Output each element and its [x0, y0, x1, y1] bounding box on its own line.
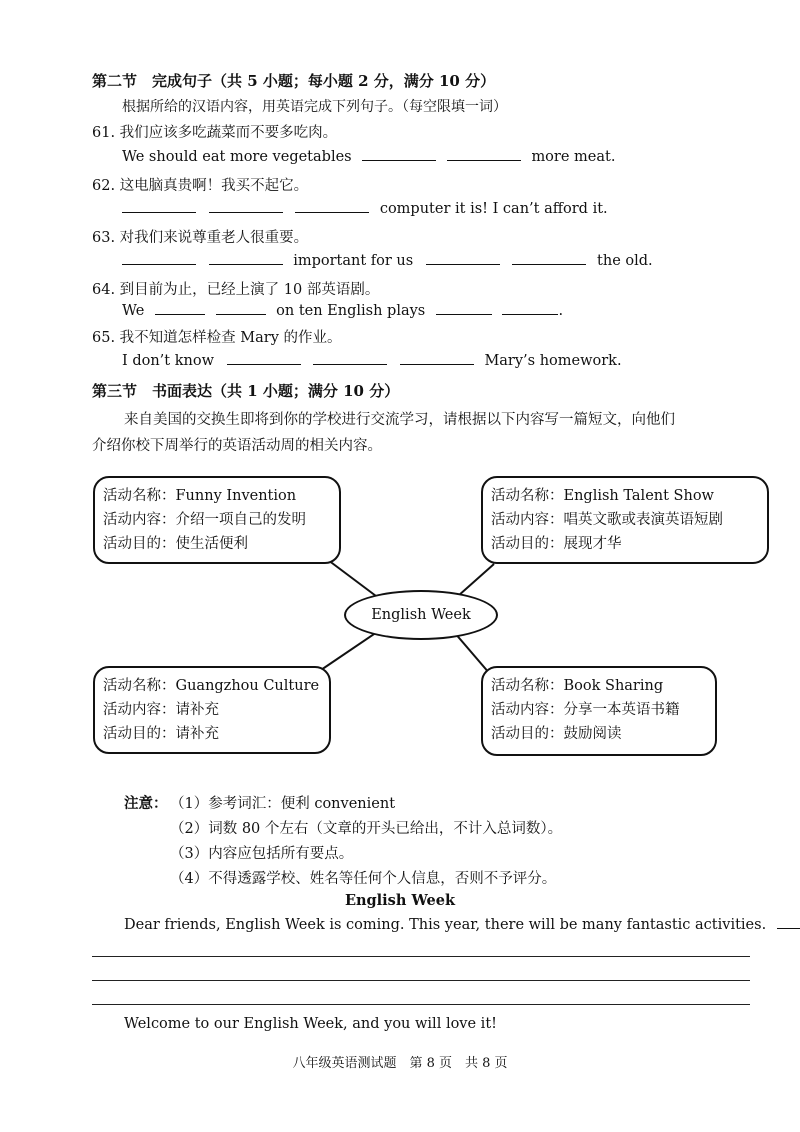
activity-box-english-talent-show	[481, 476, 769, 564]
activity-purpose: 活动目的：请补充	[103, 726, 219, 742]
activity-content: 活动内容：唱英文歌或表演英语短剧	[491, 512, 723, 528]
activity-content: 活动内容：介绍一项自己的发明	[103, 512, 306, 528]
question-chinese: 这电脑真贵啊！我买不起它。	[119, 178, 309, 194]
page-footer: 八年级英语测试题 第 8 页 共 8 页	[292, 1056, 508, 1071]
activity-box-guangzhou-culture	[93, 666, 331, 754]
section3-intro-line2: 介绍你校下周举行的英语活动周的相关内容。	[92, 438, 382, 454]
answer-text: important for us	[293, 253, 414, 269]
question-number: 65.	[92, 330, 116, 346]
center-label: English Week	[371, 607, 471, 623]
answer-text: computer it is! I can’t afford it.	[379, 201, 608, 217]
essay-opening-text: Dear friends, English Week is coming. This year, there will be many fantastic activities.	[124, 917, 767, 933]
question-number: 64.	[92, 282, 116, 298]
question-chinese: 到目前为止，已经上演了 10 部英语剧。	[119, 282, 380, 298]
question-chinese: 我们应该多吃蔬菜而不要多吃肉。	[119, 125, 338, 141]
question-number: 62.	[92, 178, 116, 194]
note-1: （1）参考词汇：便利 convenient	[170, 796, 396, 812]
section2-title: 第二节 完成句子（共 5 小题；每小题 2 分，满分 10 分）	[92, 72, 496, 90]
section3-intro-line1: 来自美国的交换生即将到你的学校进行交流学习，请根据以下内容写一篇短文，向他们	[124, 412, 675, 428]
answer-text: .	[558, 303, 564, 319]
essay-blank[interactable]	[777, 916, 800, 929]
connector-top-right	[458, 564, 494, 596]
essay-opening	[124, 916, 800, 933]
question-chinese: 我不知道怎样检查 Mary 的作业。	[119, 330, 342, 346]
notes-label: 注意：	[124, 795, 168, 812]
section3-title: 第三节 书面表达（共 1 小题；满分 10 分）	[92, 382, 400, 400]
activity-content: 活动内容：请补充	[103, 702, 219, 718]
activity-box-book-sharing	[481, 666, 717, 756]
question-chinese: 对我们来说尊重老人很重要。	[119, 230, 309, 246]
question-number: 63.	[92, 230, 116, 246]
english-week-center	[344, 590, 498, 640]
essay-title: English Week	[344, 892, 456, 909]
writing-line[interactable]	[92, 980, 750, 981]
answer-text: We	[122, 303, 145, 319]
section2-instruction: 根据所给的汉语内容，用英语完成下列句子。（每空限填一词）	[122, 99, 507, 115]
activity-box-funny-invention	[93, 476, 341, 564]
note-4: （4）不得透露学校、姓名等任何个人信息，否则不予评分。	[170, 871, 557, 887]
activity-name: 活动名称：English Talent Show	[491, 488, 714, 504]
activity-name: 活动名称：Funny Invention	[103, 488, 297, 504]
writing-line[interactable]	[92, 956, 750, 957]
writing-line[interactable]	[92, 1004, 750, 1005]
answer-text: on ten English plays	[276, 303, 426, 319]
answer-text: We should eat more vegetables	[122, 149, 352, 165]
activity-purpose: 活动目的：展现才华	[491, 536, 622, 552]
activity-purpose: 活动目的：鼓励阅读	[491, 726, 622, 742]
connector-bottom-right	[454, 632, 490, 674]
activity-content: 活动内容：分享一本英语书籍	[491, 702, 680, 718]
activity-name: 活动名称：Guangzhou Culture	[103, 678, 320, 694]
essay-closing: Welcome to our English Week, and you will love it!	[124, 1016, 497, 1032]
answer-text: I don’t know	[122, 353, 214, 369]
answer-text: Mary’s homework.	[484, 353, 622, 369]
connector-top-left	[328, 560, 376, 596]
answer-text: the old.	[597, 253, 653, 269]
answer-text: more meat.	[531, 149, 616, 165]
activity-name: 活动名称：Book Sharing	[491, 678, 664, 694]
activity-purpose: 活动目的：使生活便利	[103, 536, 248, 552]
connector-bottom-left	[318, 630, 380, 672]
note-3: （3）内容应包括所有要点。	[170, 846, 354, 862]
question-number: 61.	[92, 125, 116, 141]
note-2: （2）词数 80 个左右（文章的开头已给出，不计入总词数）。	[170, 821, 563, 837]
